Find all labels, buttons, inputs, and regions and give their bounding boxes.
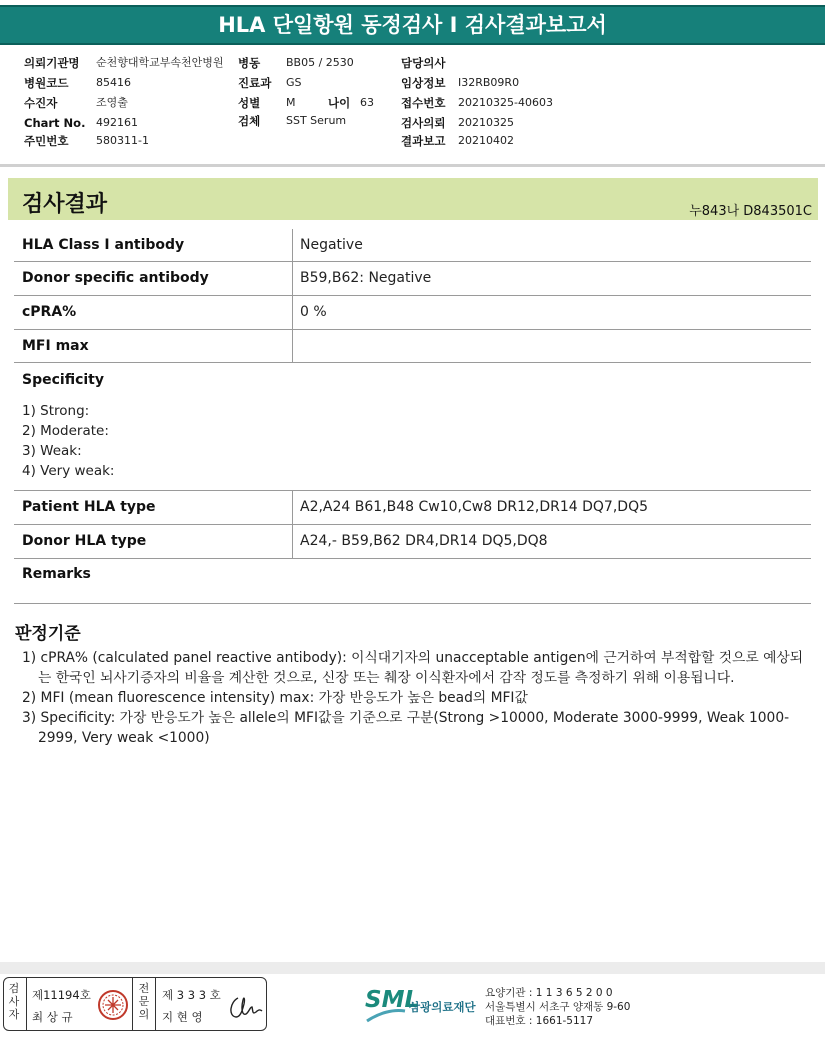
info-label: 접수번호 bbox=[401, 96, 446, 110]
signature-box bbox=[3, 977, 267, 1031]
result-value: A24,- B59,B62 DR4,DR14 DQ5,DQ8 bbox=[300, 533, 548, 549]
result-row-donor-hla bbox=[14, 525, 811, 559]
info-value: 조영출 bbox=[96, 96, 128, 109]
examiner-label: 검사자 bbox=[8, 982, 20, 1021]
list-item: 2) Moderate: bbox=[22, 423, 109, 439]
info-value: M bbox=[286, 96, 296, 109]
logo-mark: SML bbox=[365, 987, 420, 1013]
specialist-license: 제 3 3 3 호 bbox=[162, 988, 221, 1002]
examiner-name: 최 상 규 bbox=[32, 1010, 73, 1024]
info-label: 병동 bbox=[238, 56, 261, 70]
logo-name: 삼광의료재단 bbox=[409, 1000, 476, 1014]
remarks-label: Remarks bbox=[22, 566, 91, 582]
criteria-item: 2) MFI (mean fluorescence intensity) max: 가장 반응도가 높은 bead의 MFI값 bbox=[22, 690, 528, 706]
criteria-title: 판정기준 bbox=[15, 624, 81, 644]
result-key: HLA Class Ⅰ antibody bbox=[22, 237, 185, 253]
column-divider bbox=[292, 229, 293, 261]
info-label: 검사의뢰 bbox=[401, 116, 446, 130]
result-row-remarks bbox=[14, 559, 811, 604]
info-value: 20210325-40603 bbox=[458, 96, 553, 109]
result-row-class1 bbox=[14, 229, 811, 262]
specificity-list bbox=[22, 401, 114, 481]
result-value: A2,A24 B61,B48 Cw10,Cw8 DR12,DR14 DQ7,DQ5 bbox=[300, 499, 648, 515]
info-label: 검체 bbox=[238, 114, 261, 128]
result-row-cpra bbox=[14, 296, 811, 330]
report-title: HLA 단일항원 동정검사 I 검사결과보고서 bbox=[0, 5, 825, 45]
list-item: 1) Strong: bbox=[22, 403, 90, 419]
info-value: GS bbox=[286, 76, 302, 89]
specialist-name: 지 현 영 bbox=[162, 1010, 203, 1024]
signature-icon bbox=[226, 990, 266, 1022]
info-label: 결과보고 bbox=[401, 134, 446, 148]
info-value: I32RB09R0 bbox=[458, 76, 520, 89]
info-label: 의뢰기관명 bbox=[24, 56, 80, 70]
list-item: 4) Very weak: bbox=[22, 463, 115, 479]
info-value: 순천향대학교부속천안병원 bbox=[96, 56, 224, 69]
info-label: 담당의사 bbox=[401, 56, 446, 70]
result-key: Patient HLA type bbox=[22, 499, 156, 515]
result-value: 0 % bbox=[300, 304, 327, 320]
specificity-label: Specificity bbox=[22, 372, 104, 388]
result-key: cPRA% bbox=[22, 304, 77, 320]
info-label: 임상정보 bbox=[401, 76, 446, 90]
results-title: 검사결과 bbox=[22, 192, 108, 217]
examiner-license: 제11194호 bbox=[32, 988, 91, 1002]
column-divider bbox=[292, 491, 293, 524]
info-value: 20210325 bbox=[458, 116, 514, 129]
column-divider bbox=[292, 525, 293, 558]
address-line: 요양기관 : 1 1 3 6 5 2 0 0 bbox=[485, 987, 613, 999]
info-value: 492161 bbox=[96, 116, 138, 129]
result-key: Donor specific antibody bbox=[22, 270, 209, 286]
result-row-specificity bbox=[14, 363, 811, 491]
info-value: SST Serum bbox=[286, 114, 347, 127]
age-value: 63 bbox=[360, 96, 374, 109]
divider bbox=[132, 978, 133, 1030]
info-value: 20210402 bbox=[458, 134, 514, 147]
result-value: Negative bbox=[300, 237, 363, 253]
info-label: 주민번호 bbox=[24, 134, 69, 148]
list-item: 3) Weak: bbox=[22, 443, 82, 459]
footer-divider bbox=[0, 962, 825, 974]
age-label: 나이 bbox=[328, 96, 351, 110]
result-row-dsa bbox=[14, 262, 811, 296]
column-divider bbox=[292, 296, 293, 329]
address-line: 대표번호 : 1661-5117 bbox=[485, 1015, 594, 1027]
column-divider bbox=[292, 330, 293, 362]
info-label: Chart No. bbox=[24, 116, 86, 130]
result-key: Donor HLA type bbox=[22, 533, 147, 549]
divider bbox=[0, 164, 825, 167]
divider bbox=[155, 978, 156, 1030]
seal-icon bbox=[97, 989, 129, 1021]
criteria-item: 1) cPRA% (calculated panel reactive antibody): 이식대기자의 unacceptable antigen에 근거하여 부적합할 것으로 예상되는 한국인 뇌사기증자의 비율을 계산한 것으로, 신장 또는 췌장 이식환자에서 감작 정도를 측정하기 위해 이용됩니다. bbox=[22, 650, 804, 686]
result-row-patient-hla bbox=[14, 491, 811, 525]
sml-logo bbox=[365, 987, 480, 1027]
column-divider bbox=[292, 262, 293, 295]
result-row-mfi bbox=[14, 330, 811, 363]
info-label: 진료과 bbox=[238, 76, 272, 90]
divider bbox=[26, 978, 27, 1030]
result-value: B59,B62: Negative bbox=[300, 270, 432, 286]
info-value: 85416 bbox=[96, 76, 131, 89]
institution-address bbox=[485, 986, 630, 1028]
criteria-item: 3) Specificity: 가장 반응도가 높은 allele의 MFI값을 기준으로 구분(Strong >10000, Moderate 3000-9999, Weak 1000-2999, Very weak <1000) bbox=[22, 710, 790, 746]
info-label: 성별 bbox=[238, 96, 261, 110]
info-value: BB05 / 2530 bbox=[286, 56, 354, 69]
criteria-list bbox=[22, 648, 804, 748]
patient-info bbox=[0, 56, 825, 156]
info-label: 수진자 bbox=[24, 96, 58, 110]
results-code: 누843나 D843501C bbox=[689, 204, 812, 219]
info-label: 병원코드 bbox=[24, 76, 69, 90]
results-header bbox=[8, 178, 818, 220]
address-line: 서울특별시 서초구 양재동 9-60 bbox=[485, 1001, 631, 1013]
info-value: 580311-1 bbox=[96, 134, 149, 147]
result-key: MFI max bbox=[22, 338, 89, 354]
specialist-label: 전문의 bbox=[138, 982, 150, 1021]
